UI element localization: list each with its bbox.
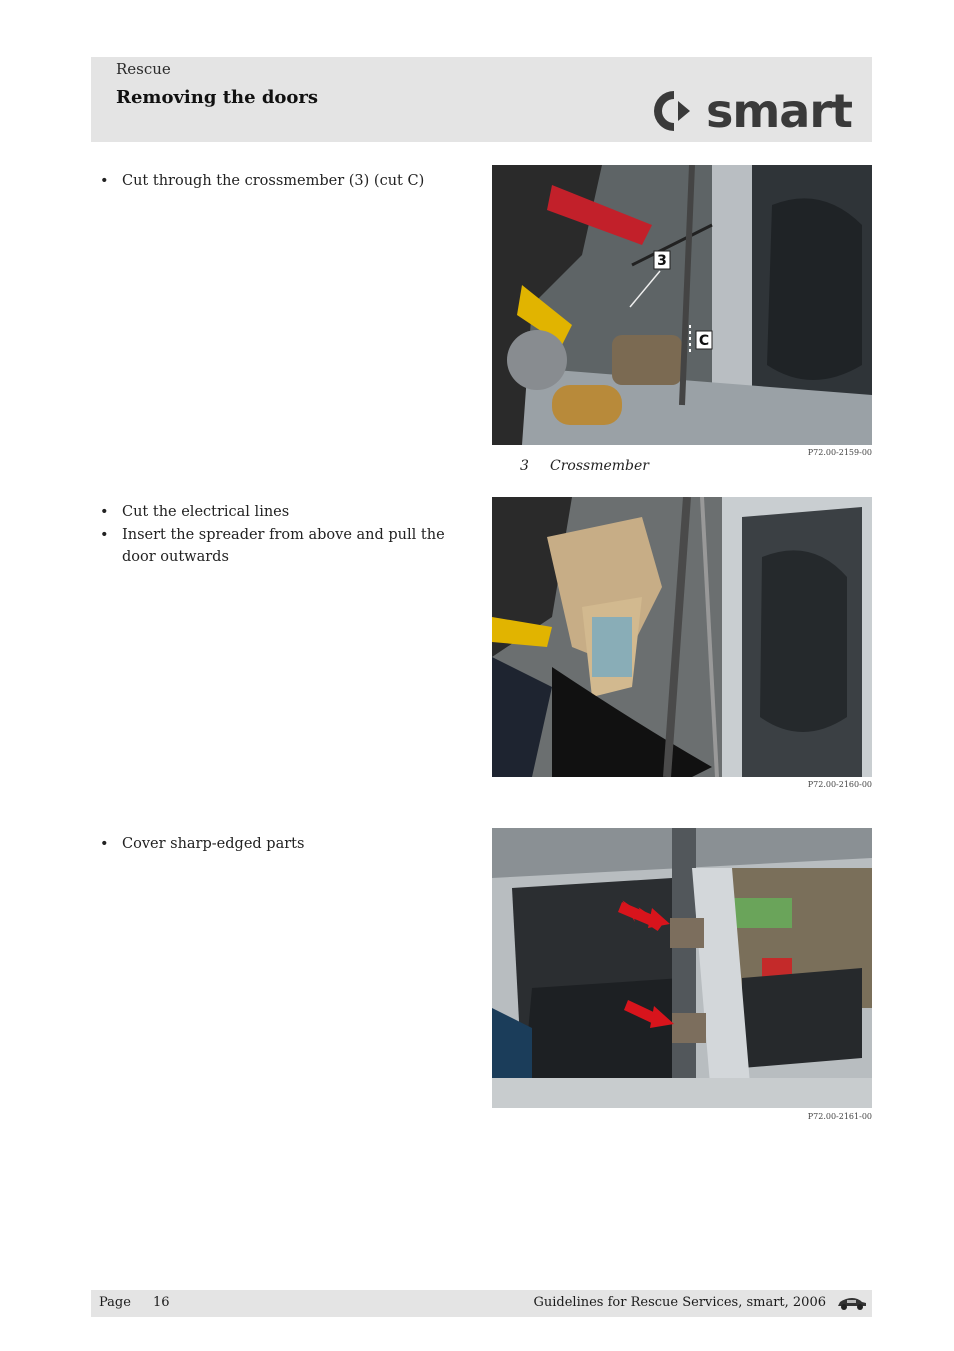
page-footer	[91, 1290, 872, 1317]
car-icon	[836, 1295, 868, 1315]
page-title: Removing the doors	[116, 87, 319, 108]
list-item: • Cover sharp-edged parts	[100, 833, 460, 855]
page-header	[91, 57, 872, 142]
step-2-instructions	[100, 501, 460, 569]
list-item: • Insert the spreader from above and pull the door outwards	[100, 524, 460, 568]
step-3-instructions	[100, 833, 460, 856]
smart-logo-icon	[650, 87, 698, 135]
page-label: Page	[99, 1295, 131, 1310]
publication-title: Guidelines for Rescue Services, smart, 2006	[533, 1295, 826, 1310]
smart-logo	[650, 84, 852, 138]
legend-text: Crossmember	[550, 458, 649, 474]
label-c: C	[698, 333, 710, 349]
photo-cover-sharp-parts	[492, 828, 872, 1108]
label-3: 3	[657, 253, 667, 269]
smart-logo-text: smart	[705, 84, 852, 138]
step-1-instructions	[100, 170, 460, 193]
section-label: Rescue	[116, 60, 171, 78]
legend-item	[520, 458, 649, 474]
legend-number: 3	[520, 458, 529, 474]
page-number: 16	[153, 1295, 170, 1310]
list-item: • Cut the electrical lines	[100, 501, 460, 523]
photo-spreader-pull-door	[492, 497, 872, 777]
photo-cut-crossmember	[492, 165, 872, 445]
photo-code: P72.00-2159-00	[807, 448, 872, 457]
photo-code: P72.00-2161-00	[807, 1112, 872, 1121]
photo-code: P72.00-2160-00	[807, 780, 872, 789]
list-item: • Cut through the crossmember (3) (cut C)	[100, 170, 460, 192]
